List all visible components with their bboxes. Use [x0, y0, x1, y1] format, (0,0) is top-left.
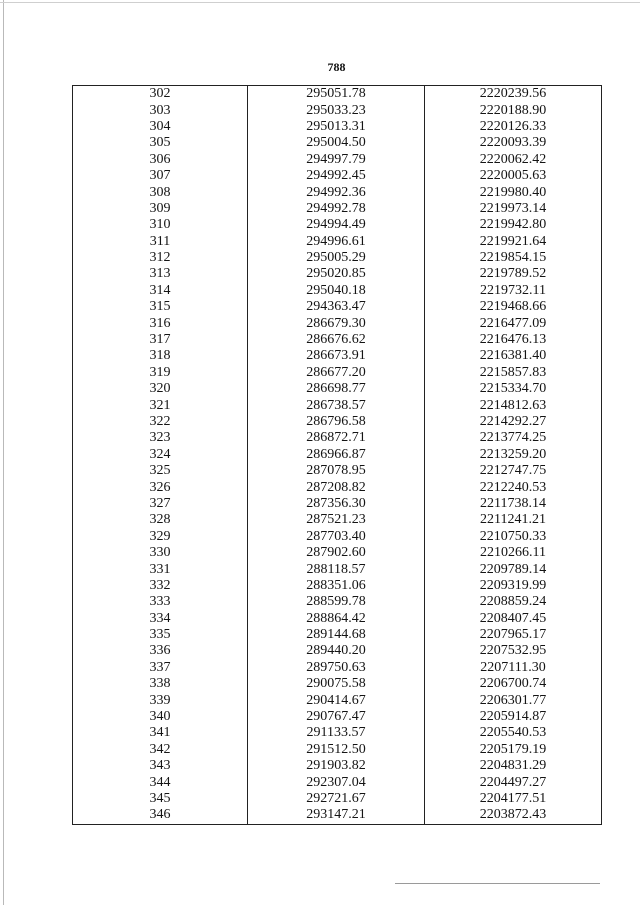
x-coordinate-cell: 295004.50 [248, 135, 425, 151]
table-row [73, 627, 602, 643]
point-number-cell: 308 [73, 184, 248, 200]
x-coordinate-cell: 288351.06 [248, 578, 425, 594]
y-coordinate-cell: 2213774.25 [425, 430, 602, 446]
x-coordinate-cell: 290414.67 [248, 692, 425, 708]
x-coordinate-cell: 286698.77 [248, 381, 425, 397]
table-row [73, 578, 602, 594]
point-number-cell: 343 [73, 758, 248, 774]
y-coordinate-cell: 2204497.27 [425, 774, 602, 790]
y-coordinate-cell: 2209789.14 [425, 561, 602, 577]
table-row [73, 479, 602, 495]
x-coordinate-cell: 289440.20 [248, 643, 425, 659]
point-number-cell: 344 [73, 774, 248, 790]
point-number-cell: 307 [73, 168, 248, 184]
x-coordinate-cell: 286677.20 [248, 365, 425, 381]
point-number-cell: 319 [73, 365, 248, 381]
table-row [73, 447, 602, 463]
x-coordinate-cell: 290767.47 [248, 709, 425, 725]
point-number-cell: 330 [73, 545, 248, 561]
x-coordinate-cell: 294992.36 [248, 184, 425, 200]
table-row [73, 676, 602, 692]
x-coordinate-cell: 288118.57 [248, 561, 425, 577]
x-coordinate-cell: 294994.49 [248, 217, 425, 233]
y-coordinate-cell: 2214292.27 [425, 414, 602, 430]
x-coordinate-cell: 292721.67 [248, 791, 425, 807]
x-coordinate-cell: 294992.45 [248, 168, 425, 184]
point-number-cell: 331 [73, 561, 248, 577]
y-coordinate-cell: 2204177.51 [425, 791, 602, 807]
point-number-cell: 302 [73, 86, 248, 103]
x-coordinate-cell: 286872.71 [248, 430, 425, 446]
table-row [73, 807, 602, 824]
x-coordinate-cell: 286966.87 [248, 447, 425, 463]
y-coordinate-cell: 2208407.45 [425, 611, 602, 627]
table-row [73, 102, 602, 118]
y-coordinate-cell: 2204831.29 [425, 758, 602, 774]
x-coordinate-cell: 295040.18 [248, 283, 425, 299]
x-coordinate-cell: 295013.31 [248, 119, 425, 135]
table-row [73, 119, 602, 135]
x-coordinate-cell: 295005.29 [248, 250, 425, 266]
point-number-cell: 310 [73, 217, 248, 233]
y-coordinate-cell: 2205914.87 [425, 709, 602, 725]
point-number-cell: 322 [73, 414, 248, 430]
point-number-cell: 340 [73, 709, 248, 725]
y-coordinate-cell: 2207965.17 [425, 627, 602, 643]
point-number-cell: 305 [73, 135, 248, 151]
y-coordinate-cell: 2214812.63 [425, 397, 602, 413]
table-row [73, 545, 602, 561]
x-coordinate-cell: 289750.63 [248, 660, 425, 676]
y-coordinate-cell: 2219854.15 [425, 250, 602, 266]
point-number-cell: 320 [73, 381, 248, 397]
point-number-cell: 314 [73, 283, 248, 299]
table-row [73, 643, 602, 659]
table-row [73, 742, 602, 758]
y-coordinate-cell: 2219921.64 [425, 234, 602, 250]
y-coordinate-cell: 2220188.90 [425, 102, 602, 118]
table-row [73, 725, 602, 741]
x-coordinate-cell: 290075.58 [248, 676, 425, 692]
table-row [73, 791, 602, 807]
x-coordinate-cell: 291512.50 [248, 742, 425, 758]
table-row [73, 217, 602, 233]
y-coordinate-cell: 2216381.40 [425, 348, 602, 364]
point-number-cell: 334 [73, 611, 248, 627]
table-row [73, 692, 602, 708]
table-row [73, 250, 602, 266]
y-coordinate-cell: 2206301.77 [425, 692, 602, 708]
y-coordinate-cell: 2210266.11 [425, 545, 602, 561]
point-number-cell: 335 [73, 627, 248, 643]
point-number-cell: 323 [73, 430, 248, 446]
x-coordinate-cell: 287703.40 [248, 529, 425, 545]
table-row [73, 381, 602, 397]
y-coordinate-cell: 2219942.80 [425, 217, 602, 233]
y-coordinate-cell: 2212747.75 [425, 463, 602, 479]
table-row [73, 168, 602, 184]
x-coordinate-cell: 289144.68 [248, 627, 425, 643]
table-row [73, 152, 602, 168]
point-number-cell: 339 [73, 692, 248, 708]
x-coordinate-cell: 287356.30 [248, 496, 425, 512]
table-row [73, 348, 602, 364]
x-coordinate-cell: 288599.78 [248, 594, 425, 610]
table-row [73, 397, 602, 413]
x-coordinate-cell: 295033.23 [248, 102, 425, 118]
y-coordinate-cell: 2219980.40 [425, 184, 602, 200]
point-number-cell: 333 [73, 594, 248, 610]
table-row [73, 332, 602, 348]
table-row [73, 86, 602, 103]
y-coordinate-cell: 2219973.14 [425, 201, 602, 217]
y-coordinate-cell: 2205540.53 [425, 725, 602, 741]
x-coordinate-cell: 294996.61 [248, 234, 425, 250]
y-coordinate-cell: 2220005.63 [425, 168, 602, 184]
table-row [73, 594, 602, 610]
point-number-cell: 316 [73, 315, 248, 331]
x-coordinate-cell: 293147.21 [248, 807, 425, 824]
point-number-cell: 345 [73, 791, 248, 807]
table-row [73, 430, 602, 446]
y-coordinate-cell: 2220239.56 [425, 86, 602, 103]
table-row [73, 135, 602, 151]
table-row [73, 463, 602, 479]
point-number-cell: 338 [73, 676, 248, 692]
scan-edge-bottom [395, 883, 600, 884]
table-row [73, 184, 602, 200]
y-coordinate-cell: 2219732.11 [425, 283, 602, 299]
y-coordinate-cell: 2215334.70 [425, 381, 602, 397]
point-number-cell: 325 [73, 463, 248, 479]
x-coordinate-cell: 287208.82 [248, 479, 425, 495]
y-coordinate-cell: 2206700.74 [425, 676, 602, 692]
point-number-cell: 313 [73, 266, 248, 282]
table-row [73, 709, 602, 725]
table-row [73, 234, 602, 250]
y-coordinate-cell: 2207532.95 [425, 643, 602, 659]
x-coordinate-cell: 295051.78 [248, 86, 425, 103]
x-coordinate-cell: 286796.58 [248, 414, 425, 430]
y-coordinate-cell: 2210750.33 [425, 529, 602, 545]
point-number-cell: 346 [73, 807, 248, 824]
point-number-cell: 324 [73, 447, 248, 463]
y-coordinate-cell: 2212240.53 [425, 479, 602, 495]
y-coordinate-cell: 2220093.39 [425, 135, 602, 151]
table-row [73, 414, 602, 430]
point-number-cell: 326 [73, 479, 248, 495]
table-row [73, 561, 602, 577]
table-row [73, 496, 602, 512]
x-coordinate-cell: 295020.85 [248, 266, 425, 282]
y-coordinate-cell: 2205179.19 [425, 742, 602, 758]
table-row [73, 266, 602, 282]
x-coordinate-cell: 287902.60 [248, 545, 425, 561]
table-row [73, 529, 602, 545]
point-number-cell: 309 [73, 201, 248, 217]
y-coordinate-cell: 2213259.20 [425, 447, 602, 463]
point-number-cell: 336 [73, 643, 248, 659]
x-coordinate-cell: 287521.23 [248, 512, 425, 528]
scan-edge-left [3, 0, 4, 905]
y-coordinate-cell: 2211738.14 [425, 496, 602, 512]
point-number-cell: 306 [73, 152, 248, 168]
point-number-cell: 321 [73, 397, 248, 413]
y-coordinate-cell: 2211241.21 [425, 512, 602, 528]
point-number-cell: 315 [73, 299, 248, 315]
table-row [73, 315, 602, 331]
table-row [73, 758, 602, 774]
y-coordinate-cell: 2220062.42 [425, 152, 602, 168]
point-number-cell: 342 [73, 742, 248, 758]
point-number-cell: 327 [73, 496, 248, 512]
table-row [73, 283, 602, 299]
point-number-cell: 329 [73, 529, 248, 545]
table-row [73, 611, 602, 627]
y-coordinate-cell: 2215857.83 [425, 365, 602, 381]
x-coordinate-cell: 294363.47 [248, 299, 425, 315]
x-coordinate-cell: 286673.91 [248, 348, 425, 364]
table-row [73, 299, 602, 315]
point-number-cell: 303 [73, 102, 248, 118]
coordinates-table-body [73, 86, 602, 825]
point-number-cell: 317 [73, 332, 248, 348]
table-row [73, 512, 602, 528]
table-row [73, 774, 602, 790]
table-row [73, 201, 602, 217]
x-coordinate-cell: 286679.30 [248, 315, 425, 331]
coordinates-table [72, 85, 602, 825]
x-coordinate-cell: 291903.82 [248, 758, 425, 774]
x-coordinate-cell: 286738.57 [248, 397, 425, 413]
x-coordinate-cell: 286676.62 [248, 332, 425, 348]
page-number: 788 [327, 60, 346, 74]
y-coordinate-cell: 2219789.52 [425, 266, 602, 282]
table-row [73, 365, 602, 381]
point-number-cell: 312 [73, 250, 248, 266]
point-number-cell: 318 [73, 348, 248, 364]
scan-edge-top [0, 2, 640, 3]
x-coordinate-cell: 294997.79 [248, 152, 425, 168]
x-coordinate-cell: 287078.95 [248, 463, 425, 479]
point-number-cell: 311 [73, 234, 248, 250]
y-coordinate-cell: 2209319.99 [425, 578, 602, 594]
y-coordinate-cell: 2216476.13 [425, 332, 602, 348]
x-coordinate-cell: 288864.42 [248, 611, 425, 627]
point-number-cell: 341 [73, 725, 248, 741]
table-row [73, 660, 602, 676]
y-coordinate-cell: 2203872.43 [425, 807, 602, 824]
y-coordinate-cell: 2219468.66 [425, 299, 602, 315]
x-coordinate-cell: 291133.57 [248, 725, 425, 741]
x-coordinate-cell: 292307.04 [248, 774, 425, 790]
y-coordinate-cell: 2216477.09 [425, 315, 602, 331]
point-number-cell: 337 [73, 660, 248, 676]
y-coordinate-cell: 2208859.24 [425, 594, 602, 610]
point-number-cell: 332 [73, 578, 248, 594]
y-coordinate-cell: 2207111.30 [425, 660, 602, 676]
point-number-cell: 304 [73, 119, 248, 135]
x-coordinate-cell: 294992.78 [248, 201, 425, 217]
y-coordinate-cell: 2220126.33 [425, 119, 602, 135]
point-number-cell: 328 [73, 512, 248, 528]
